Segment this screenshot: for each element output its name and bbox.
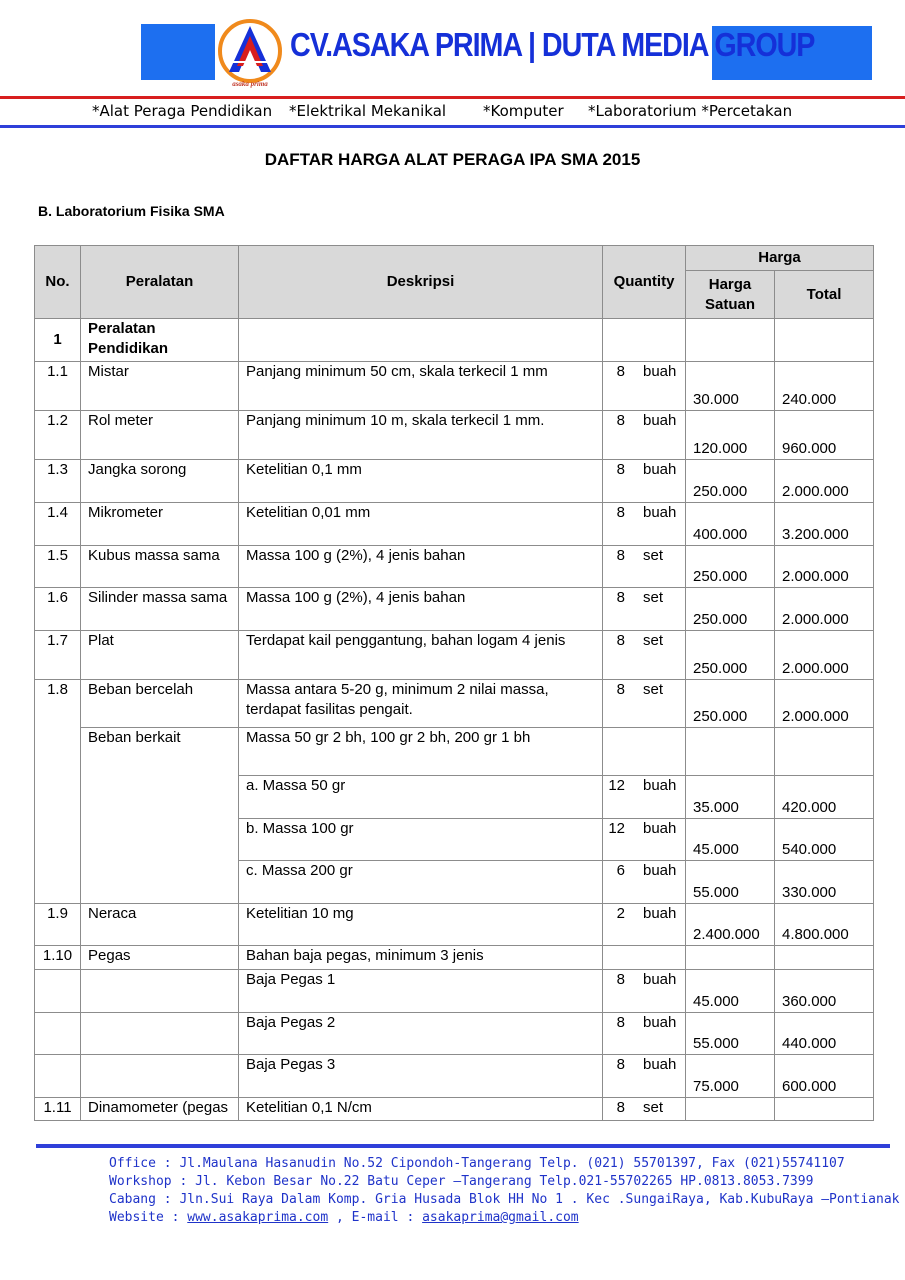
row-total: 960.000 (775, 411, 874, 460)
footer-contact (109, 1209, 900, 1227)
row-total: 540.000 (775, 819, 874, 861)
row-quantity (603, 319, 686, 362)
row-item (81, 861, 239, 904)
row-quantity (603, 946, 686, 970)
row-description: a. Massa 50 gr (239, 776, 603, 819)
row-unit-price: 250.000 (686, 460, 775, 503)
table-row (35, 861, 874, 904)
row-total: 2.000.000 (775, 588, 874, 631)
table-row (35, 411, 874, 460)
row-item: Plat (81, 631, 239, 680)
table-row (35, 319, 874, 362)
company-logo-icon (217, 18, 283, 84)
row-total: 240.000 (775, 362, 874, 411)
quantity-number: 8 (616, 971, 625, 988)
header-harga: Harga (686, 246, 874, 271)
row-item: Rol meter (81, 411, 239, 460)
row-quantity (603, 1055, 686, 1098)
website-label: Website : (109, 1210, 188, 1225)
company-name: CV.ASAKA PRIMA | DUTA MEDIA GROUP (290, 26, 815, 63)
row-quantity (603, 460, 686, 503)
quantity-number: 6 (616, 862, 625, 879)
footer-workshop: Workshop : Jl. Kebon Besar No.22 Batu Ceper –Tangerang Telp.021-55702265 HP.0813.8053.7399 (109, 1174, 814, 1189)
quantity-unit: set (643, 547, 664, 564)
table-row (35, 776, 874, 819)
section-heading: B. Laboratorium Fisika SMA (38, 203, 225, 219)
row-description: Panjang minimum 50 cm, skala terkecil 1 mm (239, 362, 603, 411)
service-item: *Elektrikal Mekanikal (289, 102, 447, 120)
table-row (35, 1055, 874, 1098)
table-row (35, 1013, 874, 1055)
row-description: Baja Pegas 1 (239, 970, 603, 1013)
row-no (35, 776, 81, 819)
row-total: 2.000.000 (775, 680, 874, 728)
header-harga-satuan: Harga Satuan (686, 271, 775, 319)
row-no (35, 728, 81, 776)
row-item (81, 776, 239, 819)
table-row (35, 362, 874, 411)
row-no (35, 819, 81, 861)
row-total: 600.000 (775, 1055, 874, 1098)
quantity-unit: set (643, 681, 664, 698)
row-description: Massa 100 g (2%), 4 jenis bahan (239, 546, 603, 588)
row-item: Jangka sorong (81, 460, 239, 503)
row-unit-price (686, 946, 775, 970)
row-total: 360.000 (775, 970, 874, 1013)
row-item (81, 970, 239, 1013)
row-total: 440.000 (775, 1013, 874, 1055)
row-no: 1.4 (35, 503, 81, 546)
quantity-number: 8 (616, 547, 625, 564)
quantity-number: 8 (616, 1056, 625, 1073)
services-line (92, 102, 852, 122)
quantity-number: 8 (616, 681, 625, 698)
row-description: Ketelitian 0,1 mm (239, 460, 603, 503)
row-total: 3.200.000 (775, 503, 874, 546)
row-item: Kubus massa sama (81, 546, 239, 588)
quantity-unit: buah (643, 1014, 677, 1031)
row-unit-price: 2.400.000 (686, 904, 775, 946)
row-no: 1.2 (35, 411, 81, 460)
row-item: Mikrometer (81, 503, 239, 546)
row-item: Pegas (81, 946, 239, 970)
row-description: Massa 100 g (2%), 4 jenis bahan (239, 588, 603, 631)
service-item: *Laboratorium *Percetakan (588, 102, 793, 120)
row-quantity (603, 861, 686, 904)
quantity-number: 8 (616, 461, 625, 478)
header-blue-bar-left (141, 24, 215, 80)
quantity-unit: buah (643, 971, 677, 988)
row-description (239, 319, 603, 362)
header-no: No. (35, 246, 81, 319)
quantity-unit: set (643, 1099, 664, 1116)
row-no (35, 1013, 81, 1055)
row-unit-price: 250.000 (686, 680, 775, 728)
row-quantity (603, 411, 686, 460)
row-unit-price: 250.000 (686, 588, 775, 631)
header-rule-blue (0, 125, 905, 128)
row-quantity (603, 631, 686, 680)
quantity-unit: set (643, 589, 664, 606)
quantity-number: 8 (616, 504, 625, 521)
website-link[interactable]: www.asakaprima.com (187, 1210, 329, 1225)
row-unit-price: 75.000 (686, 1055, 775, 1098)
price-table-body (35, 319, 874, 1121)
quantity-unit: buah (643, 862, 677, 879)
table-row (35, 1098, 874, 1121)
row-no: 1.9 (35, 904, 81, 946)
quantity-unit: buah (643, 412, 677, 429)
row-item (81, 1013, 239, 1055)
row-item: Dinamometer (pegas (81, 1098, 239, 1121)
row-item: Beban bercelah (81, 680, 239, 728)
row-no (35, 1055, 81, 1098)
row-description: Bahan baja pegas, minimum 3 jenis (239, 946, 603, 970)
footer-office: Office : Jl.Maulana Hasanudin No.52 Cipondoh-Tangerang Telp. (021) 55701397, Fax (021)55741107 (109, 1156, 845, 1171)
row-no: 1.6 (35, 588, 81, 631)
quantity-number: 8 (616, 1099, 625, 1116)
row-no: 1.7 (35, 631, 81, 680)
row-quantity (603, 1098, 686, 1121)
row-description: c. Massa 200 gr (239, 861, 603, 904)
table-row (35, 819, 874, 861)
row-item (81, 1055, 239, 1098)
table-row (35, 503, 874, 546)
row-description: Terdapat kail penggantung, bahan logam 4 jenis (239, 631, 603, 680)
logo-caption: asaka prima (232, 80, 268, 88)
header-peralatan: Peralatan (81, 246, 239, 319)
row-quantity (603, 503, 686, 546)
service-item: *Komputer (483, 102, 564, 120)
row-description: Ketelitian 0,1 N/cm (239, 1098, 603, 1121)
price-table (34, 245, 874, 1121)
quantity-unit: buah (643, 905, 677, 922)
table-row (35, 631, 874, 680)
row-quantity (603, 904, 686, 946)
row-unit-price: 120.000 (686, 411, 775, 460)
row-unit-price: 35.000 (686, 776, 775, 819)
row-item: Mistar (81, 362, 239, 411)
row-quantity (603, 819, 686, 861)
row-total: 4.800.000 (775, 904, 874, 946)
row-item: Silinder massa sama (81, 588, 239, 631)
row-no: 1.5 (35, 546, 81, 588)
row-item: Peralatan Pendidikan (81, 319, 239, 362)
row-description: Ketelitian 10 mg (239, 904, 603, 946)
row-unit-price: 55.000 (686, 861, 775, 904)
row-no: 1.11 (35, 1098, 81, 1121)
row-quantity (603, 728, 686, 776)
email-link[interactable]: asakaprima@gmail.com (422, 1210, 579, 1225)
row-unit-price: 30.000 (686, 362, 775, 411)
quantity-number: 8 (616, 363, 625, 380)
quantity-unit: buah (643, 820, 677, 837)
header-rule-red (0, 96, 905, 99)
row-unit-price: 250.000 (686, 546, 775, 588)
row-description: Baja Pegas 2 (239, 1013, 603, 1055)
quantity-number: 2 (616, 905, 625, 922)
row-quantity (603, 362, 686, 411)
row-quantity (603, 588, 686, 631)
row-quantity (603, 546, 686, 588)
quantity-unit: set (643, 632, 664, 649)
footer-address (109, 1155, 900, 1227)
table-row (35, 946, 874, 970)
quantity-unit: buah (643, 1056, 677, 1073)
row-total (775, 319, 874, 362)
quantity-unit: buah (643, 363, 677, 380)
row-description: Massa 50 gr 2 bh, 100 gr 2 bh, 200 gr 1 bh (239, 728, 603, 776)
row-total: 420.000 (775, 776, 874, 819)
row-quantity (603, 776, 686, 819)
row-unit-price (686, 1098, 775, 1121)
row-description: Ketelitian 0,01 mm (239, 503, 603, 546)
row-total: 330.000 (775, 861, 874, 904)
row-no: 1.10 (35, 946, 81, 970)
header-total: Total (775, 271, 874, 319)
table-row (35, 904, 874, 946)
row-description: Massa antara 5-20 g, minimum 2 nilai massa, terdapat fasilitas pengait. (239, 680, 603, 728)
row-total (775, 1098, 874, 1121)
row-unit-price: 45.000 (686, 970, 775, 1013)
header-deskripsi: Deskripsi (239, 246, 603, 319)
table-row (35, 460, 874, 503)
row-total: 2.000.000 (775, 460, 874, 503)
row-unit-price: 45.000 (686, 819, 775, 861)
quantity-number: 12 (608, 777, 625, 794)
quantity-unit: buah (643, 461, 677, 478)
row-unit-price: 400.000 (686, 503, 775, 546)
row-item (81, 819, 239, 861)
quantity-unit: buah (643, 777, 677, 794)
table-row (35, 680, 874, 728)
table-row (35, 970, 874, 1013)
footer-rule (36, 1144, 890, 1148)
row-quantity (603, 1013, 686, 1055)
row-item: Neraca (81, 904, 239, 946)
table-row (35, 546, 874, 588)
row-total: 2.000.000 (775, 631, 874, 680)
row-unit-price (686, 728, 775, 776)
quantity-number: 8 (616, 412, 625, 429)
row-no (35, 970, 81, 1013)
row-no: 1.1 (35, 362, 81, 411)
footer-cabang: Cabang : Jln.Sui Raya Dalam Komp. Gria Husada Blok HH No 1 . Kec .SungaiRaya, Kab.KubuRaya –Pontianak (109, 1192, 900, 1207)
row-no: 1.3 (35, 460, 81, 503)
row-total (775, 728, 874, 776)
row-no: 1.8 (35, 680, 81, 728)
quantity-number: 12 (608, 820, 625, 837)
quantity-number: 8 (616, 589, 625, 606)
row-unit-price (686, 319, 775, 362)
quantity-number: 8 (616, 1014, 625, 1031)
quantity-unit: buah (643, 504, 677, 521)
header-quantity: Quantity (603, 246, 686, 319)
table-row (35, 588, 874, 631)
row-total (775, 946, 874, 970)
row-unit-price: 55.000 (686, 1013, 775, 1055)
quantity-number: 8 (616, 632, 625, 649)
row-description: Panjang minimum 10 m, skala terkecil 1 mm. (239, 411, 603, 460)
row-quantity (603, 680, 686, 728)
row-no: 1 (35, 319, 81, 362)
row-description: Baja Pegas 3 (239, 1055, 603, 1098)
row-total: 2.000.000 (775, 546, 874, 588)
service-item: *Alat Peraga Pendidikan (92, 102, 273, 120)
email-label: , E-mail : (328, 1210, 423, 1225)
row-no (35, 861, 81, 904)
document-title: DAFTAR HARGA ALAT PERAGA IPA SMA 2015 (264, 150, 641, 169)
row-item: Beban berkait (81, 728, 239, 776)
row-description: b. Massa 100 gr (239, 819, 603, 861)
row-unit-price: 250.000 (686, 631, 775, 680)
table-row (35, 728, 874, 776)
row-quantity (603, 970, 686, 1013)
